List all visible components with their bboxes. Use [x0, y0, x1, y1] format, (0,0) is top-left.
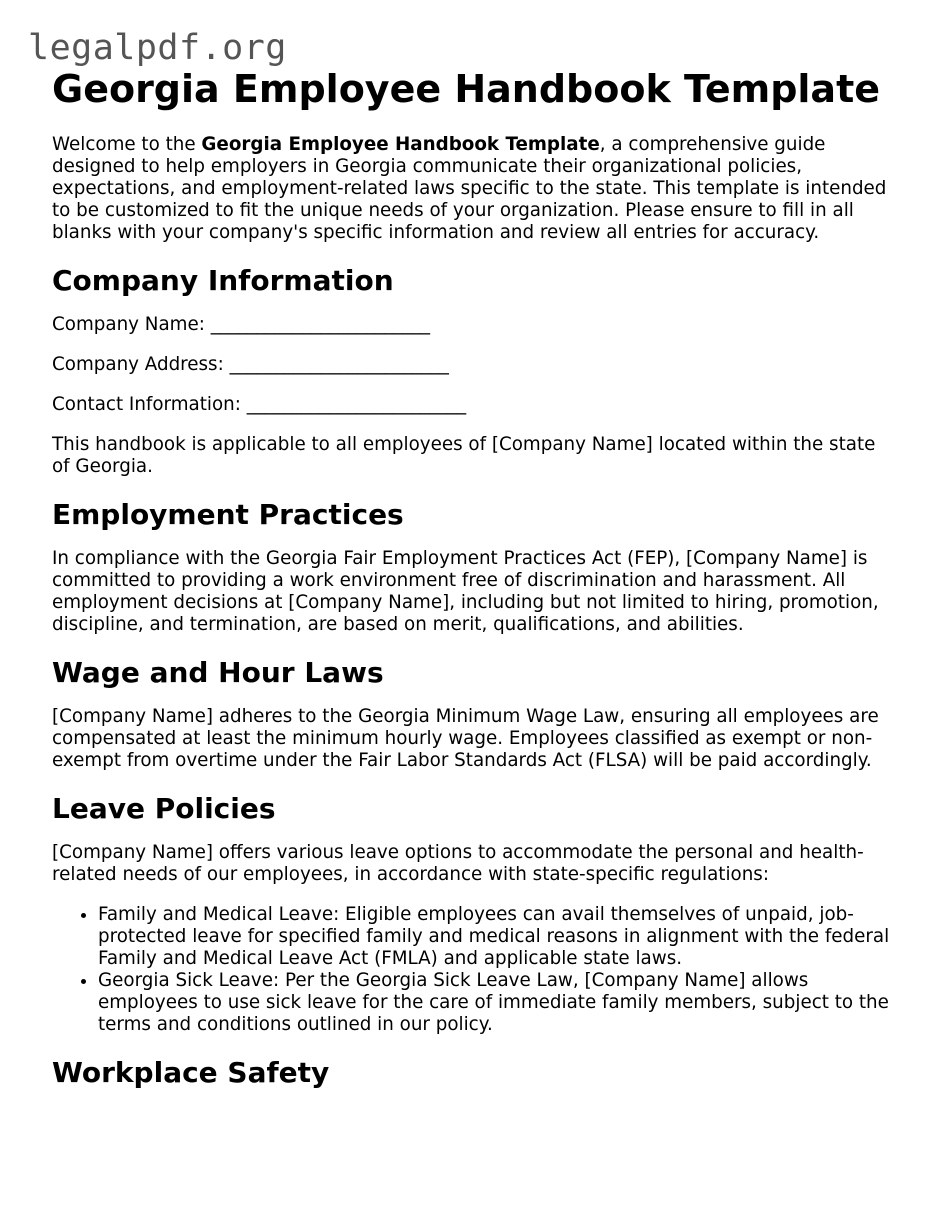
- company-info-heading: Company Information: [52, 264, 394, 297]
- company-address-field: [52, 354, 892, 376]
- document-page: [52, 66, 892, 1090]
- wage-hour-text: [Company Name] adheres to the Georgia Minimum Wage Law, ensuring all employees are compensated at least the minimum hourly wage. Employees classified as exempt or non-exempt from overtime under the Fair Labor Standards Act (FLSA) will be paid accordingly.: [52, 706, 879, 771]
- intro-suffix: , a comprehensive guide designed to help employers in Georgia communicate their organizational policies, expectations, and employment-related laws specific to the state. This template is intended to be customized to fit the unique needs of your organization. Please ensure to fill in all blanks with your company's specific information and review all entries for accuracy.: [52, 134, 887, 243]
- document-title: Georgia Employee Handbook Template: [52, 67, 881, 111]
- applicability-note: This handbook is applicable to all employees of [Company Name] located within the state of Georgia.: [52, 434, 876, 477]
- contact-info-label: Contact Information:: [52, 394, 247, 415]
- wage-hour-heading: Wage and Hour Laws: [52, 656, 384, 689]
- company-address-label: Company Address:: [52, 354, 230, 375]
- employment-practices-text: In compliance with the Georgia Fair Employment Practices Act (FEP), [Company Name] is committed to providing a work environment free of discrimination and harassment. All employment decisions at [Company Name], including but not limited to hiring, promotion, discipline, and termination, are based on merit, qualifications, and abilities.: [52, 548, 879, 635]
- list-item: • Family and Medical Leave: Eligible employees can avail themselves of unpaid, job-protected leave for specified family and medical reasons in alignment with the federal Family and Medical Leave Act (FMLA) and applicable state laws.: [98, 904, 892, 970]
- workplace-safety-heading: Workplace Safety: [52, 1056, 330, 1089]
- watermark: legalpdf.org: [28, 28, 287, 68]
- intro-prefix: Welcome to the: [52, 134, 202, 155]
- leave-policies-heading: Leave Policies: [52, 792, 276, 825]
- contact-info-field: [52, 394, 892, 416]
- intro-paragraph: [52, 134, 892, 244]
- company-address-blank: ________________________: [229, 354, 449, 375]
- leave-policies-list: [52, 904, 892, 1036]
- company-name-label: Company Name:: [52, 314, 211, 335]
- intro-bold-title: Georgia Employee Handbook Template: [201, 134, 600, 155]
- company-name-blank: ________________________: [210, 314, 431, 335]
- leave-policies-text: [Company Name] offers various leave options to accommodate the personal and health-related needs of our employees, in accordance with state-specific regulations:: [52, 842, 864, 885]
- employment-practices-heading: Employment Practices: [52, 498, 404, 531]
- contact-info-blank: ________________________: [246, 394, 467, 415]
- company-name-field: [52, 314, 892, 336]
- list-item: • Georgia Sick Leave: Per the Georgia Sick Leave Law, [Company Name] allows employees to use sick leave for the care of immediate family members, subject to the terms and conditions outlined in our policy.: [98, 970, 892, 1036]
